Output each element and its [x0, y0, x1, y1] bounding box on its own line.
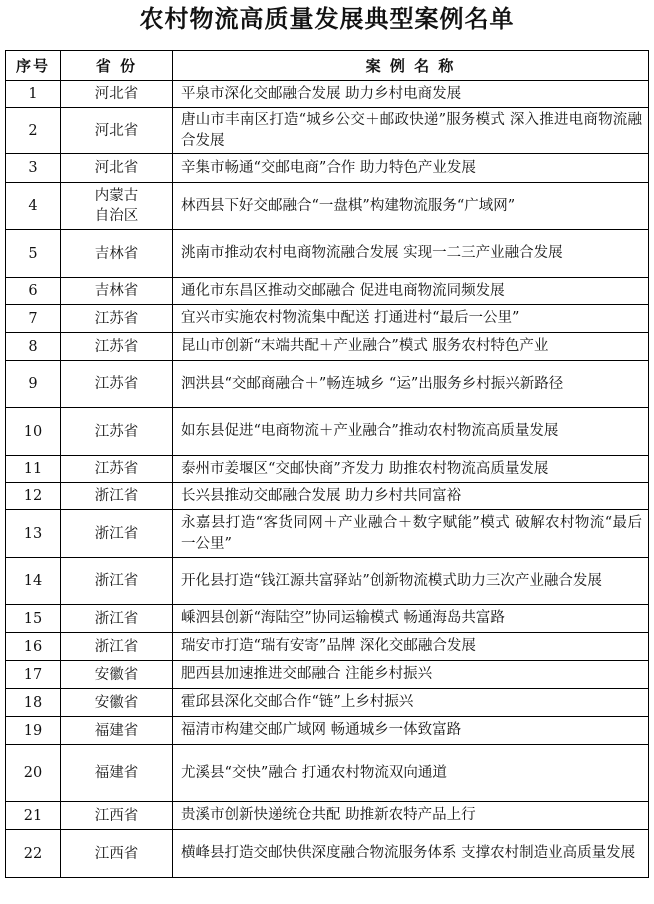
row-province: 浙江省	[61, 483, 173, 510]
row-number: 12	[6, 483, 61, 510]
row-province: 吉林省	[61, 230, 173, 278]
row-province: 浙江省	[61, 510, 173, 558]
row-number: 22	[6, 830, 61, 878]
row-case-name: 唐山市丰南区打造“城乡公交＋邮政快递”服务模式 深入推进电商物流融合发展	[173, 108, 649, 154]
page-title: 农村物流高质量发展典型案例名单	[139, 5, 515, 33]
table-row	[6, 802, 649, 830]
row-number: 16	[6, 633, 61, 661]
row-province: 江西省	[61, 830, 173, 878]
table-row	[6, 154, 649, 183]
row-number: 3	[6, 154, 61, 183]
row-province: 河北省	[61, 81, 173, 108]
header-case-name: 案 例 名 称	[173, 51, 649, 81]
row-province: 福建省	[61, 745, 173, 802]
row-province: 福建省	[61, 717, 173, 745]
row-province: 安徽省	[61, 689, 173, 717]
row-number: 7	[6, 305, 61, 333]
row-number: 21	[6, 802, 61, 830]
row-case-name: 辛集市畅通“交邮电商”合作 助力特色产业发展	[173, 154, 649, 183]
row-province: 吉林省	[61, 278, 173, 305]
row-province: 江苏省	[61, 408, 173, 456]
table-row	[6, 633, 649, 661]
row-case-name: 永嘉县打造“客货同网＋产业融合＋数字赋能”模式 破解农村物流“最后一公里”	[173, 510, 649, 558]
table-header-row	[6, 51, 649, 81]
table-row	[6, 830, 649, 878]
row-case-name: 通化市东昌区推动交邮融合 促进电商物流同频发展	[173, 278, 649, 305]
row-case-name: 泰州市姜堰区“交邮快商”齐发力 助推农村物流高质量发展	[173, 456, 649, 483]
row-case-name: 肥西县加速推进交邮融合 注能乡村振兴	[173, 661, 649, 689]
row-case-name: 霍邱县深化交邮合作“链”上乡村振兴	[173, 689, 649, 717]
row-province: 安徽省	[61, 661, 173, 689]
row-case-name: 开化县打造“钱江源共富驿站”创新物流模式助力三次产业融合发展	[173, 558, 649, 605]
row-province: 浙江省	[61, 558, 173, 605]
province-line: 自治区	[94, 208, 139, 224]
row-case-name: 福清市构建交邮广域网 畅通城乡一体致富路	[173, 717, 649, 745]
row-province: 浙江省	[61, 633, 173, 661]
row-number: 19	[6, 717, 61, 745]
table-row	[6, 605, 649, 633]
table-row	[6, 230, 649, 278]
table-row	[6, 689, 649, 717]
row-case-name: 昆山市创新“末端共配＋产业融合”模式 服务农村特色产业	[173, 333, 649, 361]
table-row	[6, 745, 649, 802]
table-row	[6, 510, 649, 558]
table-row	[6, 483, 649, 510]
table-row	[6, 408, 649, 456]
row-number: 6	[6, 278, 61, 305]
row-case-name: 尤溪县“交快”融合 打通农村物流双向通道	[173, 745, 649, 802]
table-row	[6, 661, 649, 689]
row-case-name: 如东县促进“电商物流＋产业融合”推动农村物流高质量发展	[173, 408, 649, 456]
row-number: 4	[6, 183, 61, 230]
row-case-name: 横峰县打造交邮快供深度融合物流服务体系 支撑农村制造业高质量发展	[173, 830, 649, 878]
row-case-name: 平泉市深化交邮融合发展 助力乡村电商发展	[173, 81, 649, 108]
row-province: 河北省	[61, 154, 173, 183]
table-row	[6, 558, 649, 605]
row-number: 1	[6, 81, 61, 108]
row-number: 17	[6, 661, 61, 689]
row-case-name: 宜兴市实施农村物流集中配送 打通进村“最后一公里”	[173, 305, 649, 333]
case-list-table	[5, 50, 649, 878]
row-province: 江西省	[61, 802, 173, 830]
row-number: 11	[6, 456, 61, 483]
row-case-name: 嵊泗县创新“海陆空”协同运输模式 畅通海岛共富路	[173, 605, 649, 633]
row-province: 江苏省	[61, 456, 173, 483]
table-row	[6, 278, 649, 305]
row-case-name: 长兴县推动交邮融合发展 助力乡村共同富裕	[173, 483, 649, 510]
header-province: 省 份	[61, 51, 173, 81]
row-number: 15	[6, 605, 61, 633]
table-row	[6, 108, 649, 154]
row-number: 14	[6, 558, 61, 605]
row-number: 18	[6, 689, 61, 717]
row-province: 浙江省	[61, 605, 173, 633]
row-number: 20	[6, 745, 61, 802]
row-province: 江苏省	[61, 305, 173, 333]
table-row	[6, 333, 649, 361]
row-province: 江苏省	[61, 333, 173, 361]
table-row	[6, 183, 649, 230]
row-number: 2	[6, 108, 61, 154]
table-row	[6, 305, 649, 333]
header-number: 序号	[6, 51, 61, 81]
province-line: 内蒙古	[94, 188, 139, 204]
table-row	[6, 717, 649, 745]
row-number: 10	[6, 408, 61, 456]
row-province: 河北省	[61, 108, 173, 154]
table-row	[6, 361, 649, 408]
row-case-name: 泗洪县“交邮商融合＋”畅连城乡 “运”出服务乡村振兴新路径	[173, 361, 649, 408]
table-row	[6, 456, 649, 483]
table-row	[6, 81, 649, 108]
row-case-name: 瑞安市打造“瑞有安寄”品牌 深化交邮融合发展	[173, 633, 649, 661]
row-province: 江苏省	[61, 361, 173, 408]
row-number: 5	[6, 230, 61, 278]
table-body	[6, 81, 649, 878]
row-case-name: 林西县下好交邮融合“一盘棋”构建物流服务“广域网”	[173, 183, 649, 230]
row-case-name: 洮南市推动农村电商物流融合发展 实现一二三产业融合发展	[173, 230, 649, 278]
row-case-name: 贵溪市创新快递统仓共配 助推新农特产品上行	[173, 802, 649, 830]
row-number: 13	[6, 510, 61, 558]
row-number: 9	[6, 361, 61, 408]
row-number: 8	[6, 333, 61, 361]
row-province	[61, 183, 173, 230]
